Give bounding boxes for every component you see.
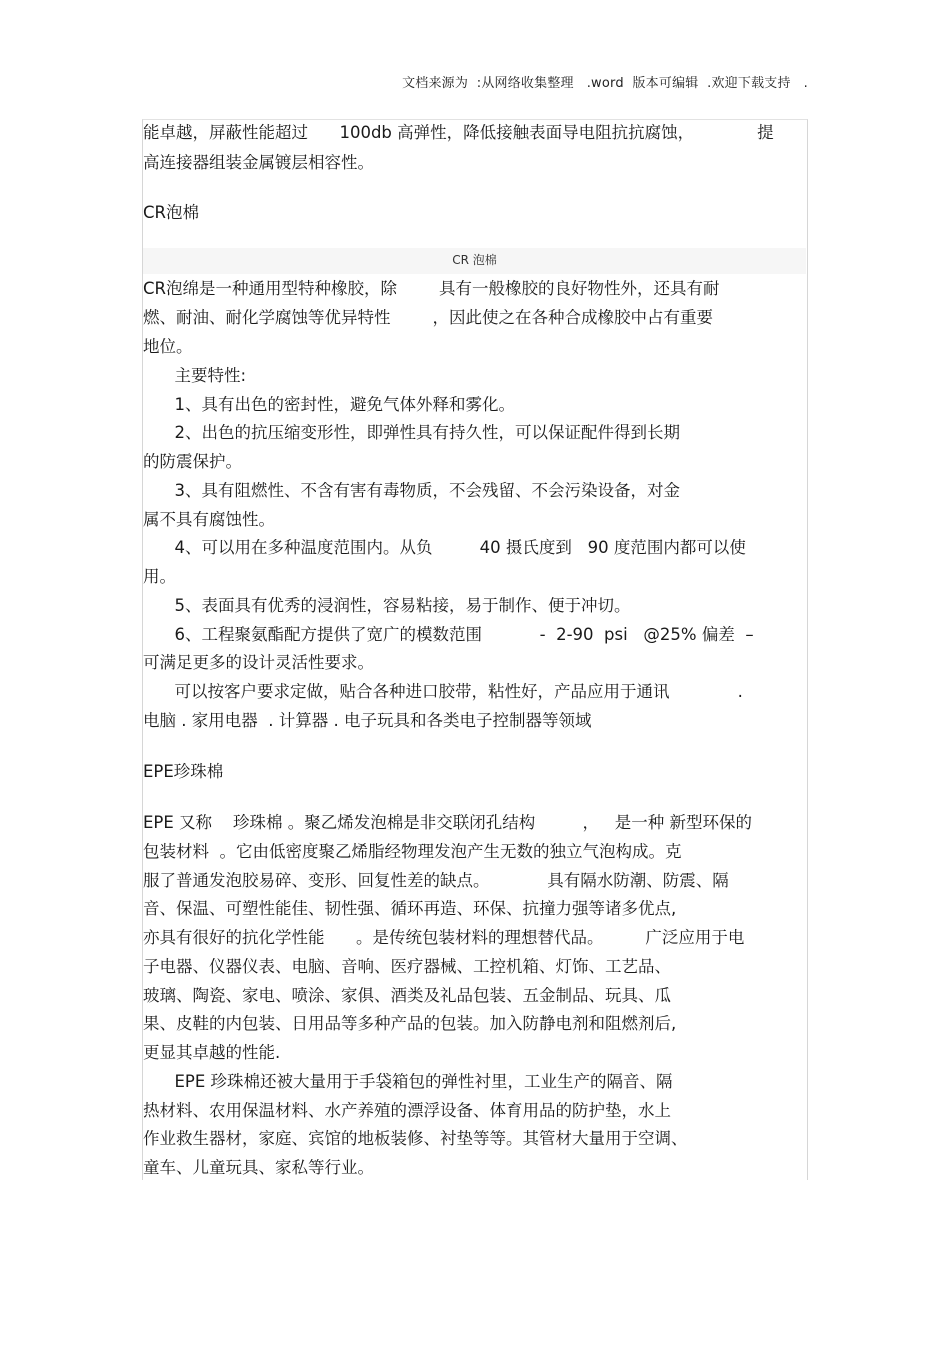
source-note: 文档来源为 :从网络收集整理 .word 版本可编辑 .欢迎下载支持 . — [402, 76, 808, 91]
feature-line: 2、出色的抗压缩变形性，即弹性具有持久性，可以保证配件得到长期 — [143, 423, 680, 442]
epe-paragraph-line: 热材料、农用保温材料、水产养殖的漂浮设备、体育用品的防护垫，水上 — [143, 1101, 671, 1120]
epe-paragraph-line: 包装材料 。它由低密度聚乙烯脂经物理发泡产生无数的独立气泡构成。克 — [143, 842, 682, 861]
image-caption-band — [143, 248, 806, 274]
feature-line: 可满足更多的设计灵活性要求。 — [143, 653, 374, 672]
feature-line: 的防震保护。 — [143, 452, 242, 471]
feature-line: 6、工程聚氨酯配方提供了宽广的模数范围 - 2-90 psi @25% 偏差 – — [143, 625, 754, 644]
cr-description-line: 燃、耐油、耐化学腐蚀等优异特性 ，因此使之在各种合成橡胶中占有重要 — [143, 308, 713, 327]
epe-paragraph-line: 子电器、仪器仪表、电脑、音响、医疗器械、工控机箱、灯饰、工艺品、 — [143, 957, 671, 976]
feature-line: 电脑 . 家用电器 . 计算器 . 电子玩具和各类电子控制器等领域 — [143, 711, 592, 730]
epe-paragraph-line: 作业救生器材，家庭、宾馆的地板装修、衬垫等等。其管材大量用于空调、 — [143, 1129, 688, 1148]
feature-line: 5、表面具有优秀的浸润性，容易粘接，易于制作、便于冲切。 — [143, 596, 631, 615]
epe-paragraph-line: 果、皮鞋的内包装、日用品等多种产品的包装。加入防静电剂和阻燃剂后, — [143, 1014, 677, 1033]
cr-description-line: 地位。 — [143, 337, 193, 356]
features-heading: 主要特性: — [143, 366, 247, 385]
feature-line: 属不具有腐蚀性。 — [143, 510, 275, 529]
section-title-epe: EPE珍珠棉 — [143, 762, 224, 781]
section-title-cr: CR泡棉 — [143, 203, 199, 222]
epe-paragraph-line: EPE 珍珠棉还被大量用于手袋箱包的弹性衬里，工业生产的隔音、隔 — [143, 1072, 673, 1091]
feature-line: 1、具有出色的密封性，避免气体外释和雾化。 — [143, 395, 515, 414]
epe-paragraph-line: 服了普通发泡胶易碎、变形、回复性差的缺点。 具有隔水防潮、防震、隔 — [143, 871, 729, 890]
feature-line: 3、具有阻燃性、不含有害有毒物质，不会残留、不会污染设备，对金 — [143, 481, 680, 500]
epe-paragraph-line: 童车、儿童玩具、家私等行业。 — [143, 1158, 374, 1177]
cr-description-line: CR泡绵是一种通用型特种橡胶，除 具有一般橡胶的良好物性外，还具有耐 — [143, 279, 720, 298]
epe-paragraph-line: 音、保温、可塑性能佳、韧性强、循环再造、环保、抗撞力强等诸多优点, — [143, 899, 677, 918]
image-caption: CR 泡棉 — [452, 253, 497, 267]
epe-paragraph-line: 亦具有很好的抗化学性能 。是传统包装材料的理想替代品。 广泛应用于电 — [143, 928, 745, 947]
epe-paragraph-line: 玻璃、陶瓷、家电、喷涂、家俱、酒类及礼品包装、五金制品、玩具、瓜 — [143, 986, 671, 1005]
epe-paragraph-line: EPE 又称 珍珠棉 。聚乙烯发泡棉是非交联闭孔结构 ， 是一种 新型环保的 — [143, 813, 752, 832]
epe-paragraph-line: 更显其卓越的性能. — [143, 1043, 281, 1062]
intro-line: 能卓越，屏蔽性能超过 100db 高弹性，降低接触表面导电阻抗抗腐蚀， 提 — [143, 123, 774, 142]
feature-line: 用。 — [143, 567, 176, 586]
intro-line: 高连接器组装金属镀层相容性。 — [143, 153, 374, 172]
feature-line: 4、可以用在多种温度范围内。从负 40 摄氏度到 90 度范围内都可以使 — [143, 538, 746, 557]
feature-line: 可以按客户要求定做，贴合各种进口胶带，粘性好，产品应用于通讯 . — [143, 682, 743, 701]
